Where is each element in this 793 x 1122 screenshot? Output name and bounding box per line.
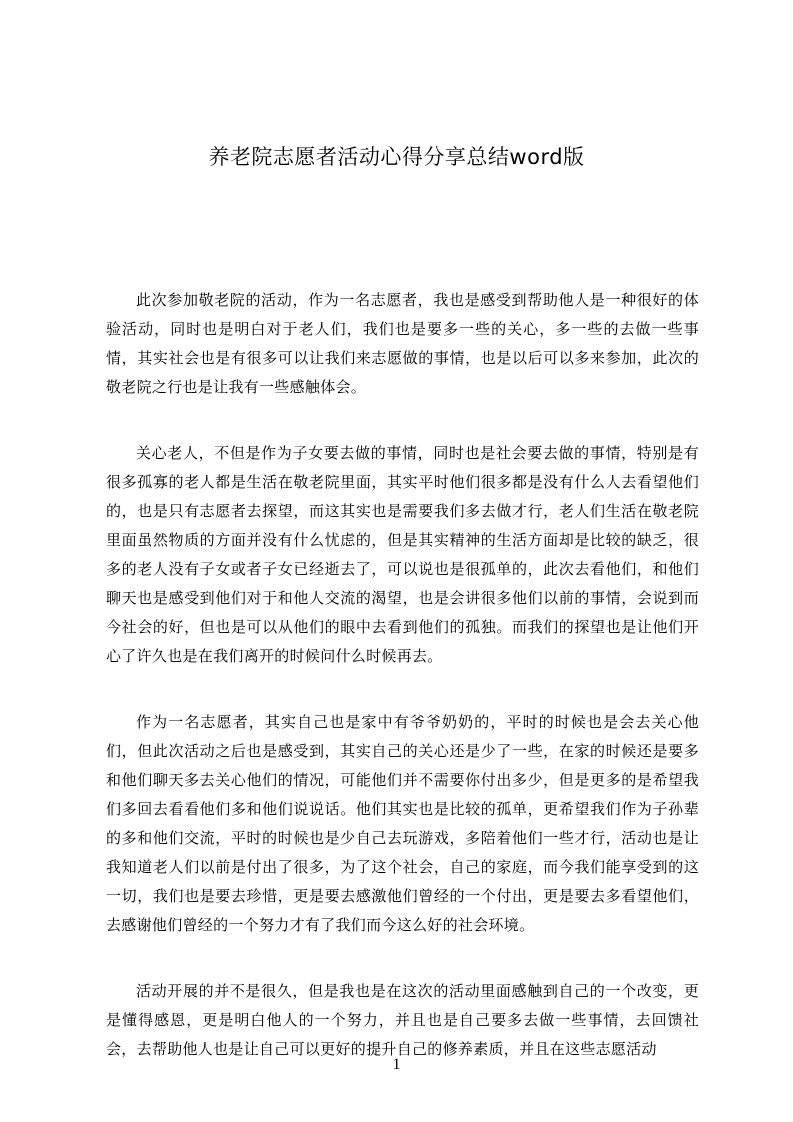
paragraph-3: 作为一名志愿者，其实自己也是家中有爷爷奶奶的，平时的时候也是会去关心他们，但此次活动之后也是感受到，其实自己的关心还是少了一些，在家的时候还是要多和他们聊天多去关心他们的情况，可能他们并不需要你付出多少，但是更多的是希望我们多回去看看他们多和他们说说话。他们其实也是比较的孤单，更希望我们作为子孙辈的多和他们交流，平时的时候也是少自己去玩游戏，多陪着他们一些才行，活动也是让我知道老人们以前是付出了很多，为了这个社会，自己的家庭，而今我们能享受到的这一切，我们也是要去珍惜，更是要去感激他们曾经的一个付出，更是要去多看望他们，去感谢他们曾经的一个努力才有了我们而今这么好的社会环境。 [106, 713, 699, 934]
document-body [106, 286, 699, 1064]
page-number: 1 [392, 1056, 401, 1073]
paragraph-2: 关心老人，不但是作为子女要去做的事情，同时也是社会要去做的事情，特别是有很多孤寡的老人都是生活在敬老院里面，其实平时他们很多都是没有什么人去看望他们的，也是只有志愿者去探望，而这其实也是需要我们多去做才行，老人们生活在敬老院里面虽然物质的方面并没有什么忧虑的，但是其实精神的生活方面却是比较的缺乏，很多的老人没有子女或者子女已经逝去了，可以说也是很孤单的，此次去看他们，和他们聊天也是感受到他们对于和他人交流的渴望，也是会讲很多他们以前的事情，会说到而今社会的好，但也是可以从他们的眼中去看到他们的孤独。而我们的探望也是让他们开心了许久也是在我们离开的时候问什么时候再去。 [106, 444, 699, 665]
document-title: 养老院志愿者活动心得分享总结word版 [208, 145, 585, 169]
paragraph-4: 活动开展的并不是很久，但是我也是在这次的活动里面感触到自己的一个改变，更是懂得感恩，更是明白他人的一个努力，并且也是自己要多去做一些事情，去回馈社会，去帮助他人也是让自己可以更好的提升自己的修养素质，并且在这些志愿活动 [106, 982, 699, 1058]
paragraph-1: 此次参加敬老院的活动，作为一名志愿者，我也是感受到帮助他人是一种很好的体验活动，同时也是明白对于老人们，我们也是要多一些的关心，多一些的去做一些事情，其实社会也是有很多可以让我们来志愿做的事情，也是以后可以多来参加，此次的敬老院之行也是让我有一些感触体会。 [106, 291, 699, 396]
